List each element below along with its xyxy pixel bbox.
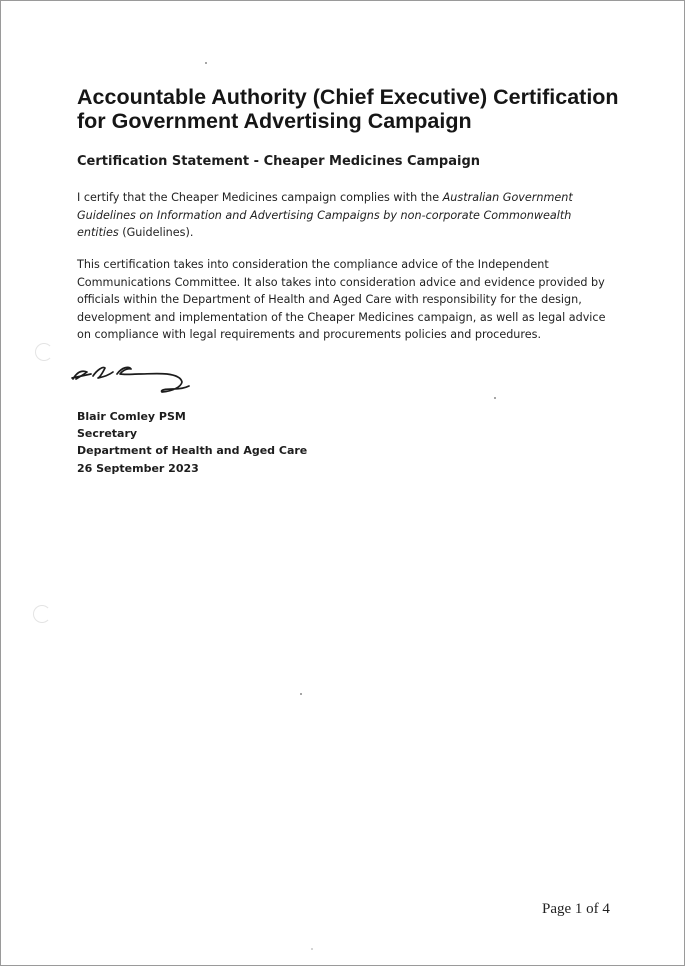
certification-paragraph [77, 189, 617, 242]
signature-date: 26 September 2023 [77, 461, 199, 475]
statement-heading: Certification Statement - Cheaper Medicines Campaign [77, 154, 481, 169]
paragraph2-line: development and implementation of the Cheaper Medicines campaign, as well as legal advice [77, 310, 606, 324]
paragraph2-line: officials within the Department of Health and Aged Care with responsibility for the design, [77, 293, 582, 307]
scan-speck [494, 397, 496, 399]
guidelines-title-part1: Australian Government [442, 191, 573, 204]
punch-hole-mark [33, 605, 51, 623]
title-line-1: Accountable Authority (Chief Executive) Certification [77, 85, 619, 109]
paragraph1-line-3 [77, 224, 617, 242]
page-number: Page 1 of 4 [542, 901, 610, 917]
handwritten-signature [67, 353, 199, 401]
title-line-2: for Government Advertising Campaign [77, 109, 472, 133]
scan-speck [205, 62, 207, 64]
paragraph1-line-2 [77, 207, 617, 225]
paragraph1-line-1 [77, 189, 617, 207]
paragraph2-line: Communications Committee. It also takes into consideration advice and evidence provided by [77, 275, 605, 289]
consideration-paragraph [77, 256, 617, 344]
paragraph1-line1-text: I certify that the Cheaper Medicines campaign complies with the [77, 191, 443, 204]
punch-hole-mark [35, 343, 53, 361]
guidelines-title-part2: Guidelines on Information and Advertising Campaigns by non-corporate Commonwealth [77, 208, 572, 222]
signatory-position: Secretary [77, 427, 138, 441]
scan-speck [300, 693, 302, 695]
paragraph2-line: This certification takes into consideration the compliance advice of the Independent [77, 258, 549, 271]
signatory-name: Blair Comley PSM [77, 410, 186, 423]
paragraph2-line: on compliance with legal requirements and procurements policies and procedures. [77, 328, 542, 342]
paragraph1-line3-text: (Guidelines). [118, 226, 194, 240]
document-title [77, 85, 637, 133]
scan-speck [311, 948, 313, 950]
signatory-department: Department of Health and Aged Care [77, 444, 308, 458]
guidelines-title-part3: entities [77, 226, 119, 240]
signatory-block [77, 408, 307, 477]
